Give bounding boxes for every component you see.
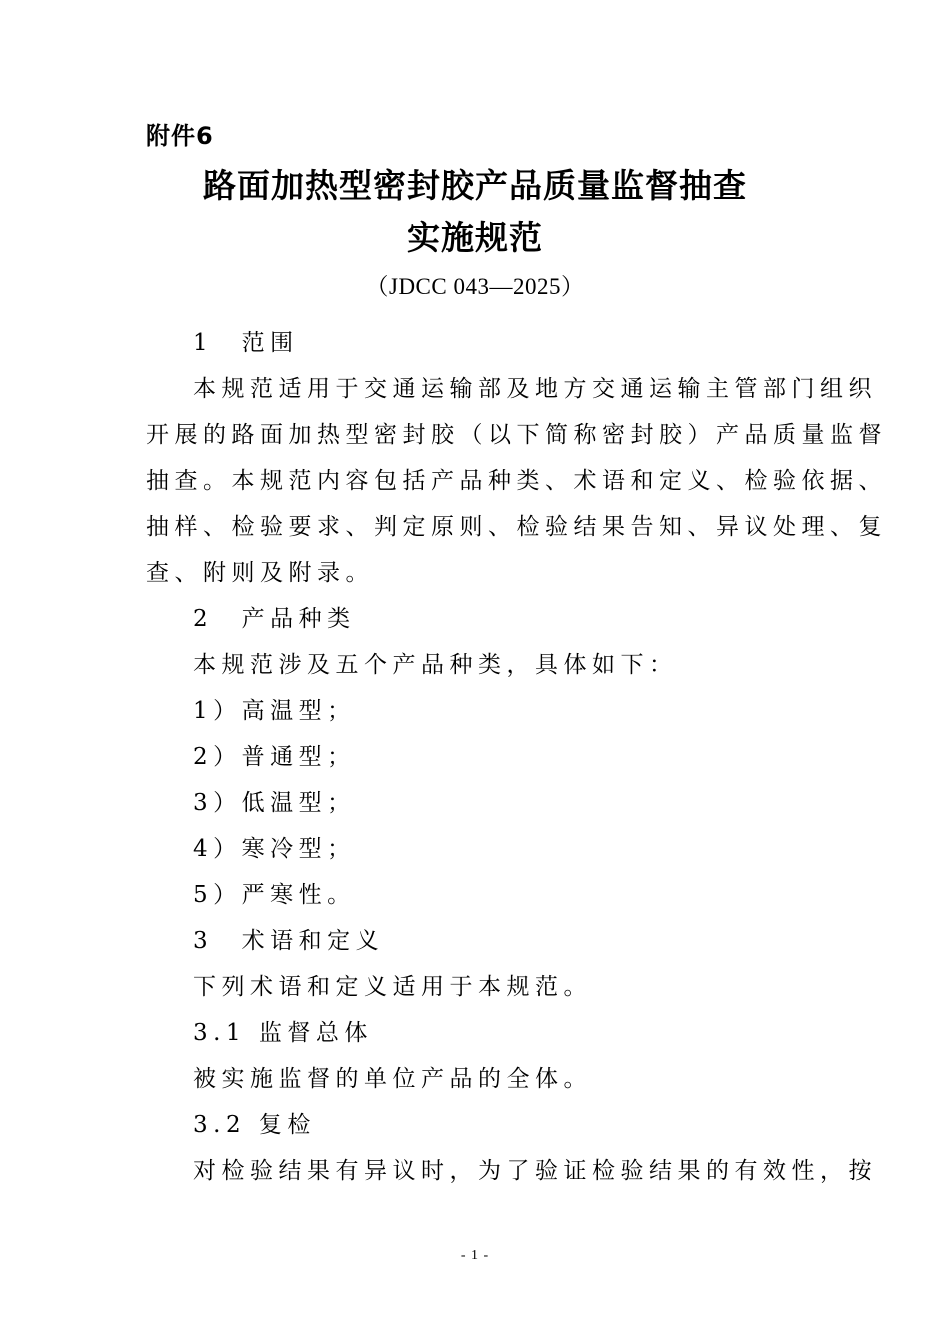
page-number: - 1 - <box>460 1248 490 1263</box>
list-item: 5）严寒性。 <box>193 882 356 908</box>
list-item: 1）高温型； <box>193 698 356 724</box>
attachment-label: 附件6 <box>146 122 214 150</box>
list-item: 4）寒冷型； <box>193 836 356 862</box>
document-title-line-1: 路面加热型密封胶产品质量监督抽查 <box>203 166 747 205</box>
subsection-heading: 3.2 复检 <box>193 1112 316 1138</box>
section-heading-product-types: 2 产品种类 <box>193 606 356 632</box>
body-line: 开展的路面加热型密封胶（以下简称密封胶）产品质量监督 <box>146 422 887 448</box>
body-line: 本规范适用于交通运输部及地方交通运输主管部门组织 <box>193 376 877 402</box>
body-line: 被实施监督的单位产品的全体。 <box>193 1066 592 1092</box>
subsection-heading: 3.1 监督总体 <box>193 1020 373 1046</box>
body-line: 抽查。本规范内容包括产品种类、术语和定义、检验依据、 <box>146 468 887 494</box>
body-line: 本规范涉及五个产品种类，具体如下： <box>193 652 678 678</box>
body-line: 抽样、检验要求、判定原则、检验结果告知、异议处理、复 <box>146 514 887 540</box>
body-line: 查、附则及附录。 <box>146 560 374 586</box>
body-line: 下列术语和定义适用于本规范。 <box>193 974 592 1000</box>
section-heading-terms: 3 术语和定义 <box>193 928 385 954</box>
list-item: 3）低温型； <box>193 790 356 816</box>
body-line: 对检验结果有异议时，为了验证检验结果的有效性，按 <box>193 1158 877 1184</box>
document-code: （JDCC 043—2025） <box>365 274 585 299</box>
section-heading-scope: 1 范围 <box>193 330 299 356</box>
list-item: 2）普通型； <box>193 744 356 770</box>
document-title-line-2: 实施规范 <box>407 218 543 257</box>
